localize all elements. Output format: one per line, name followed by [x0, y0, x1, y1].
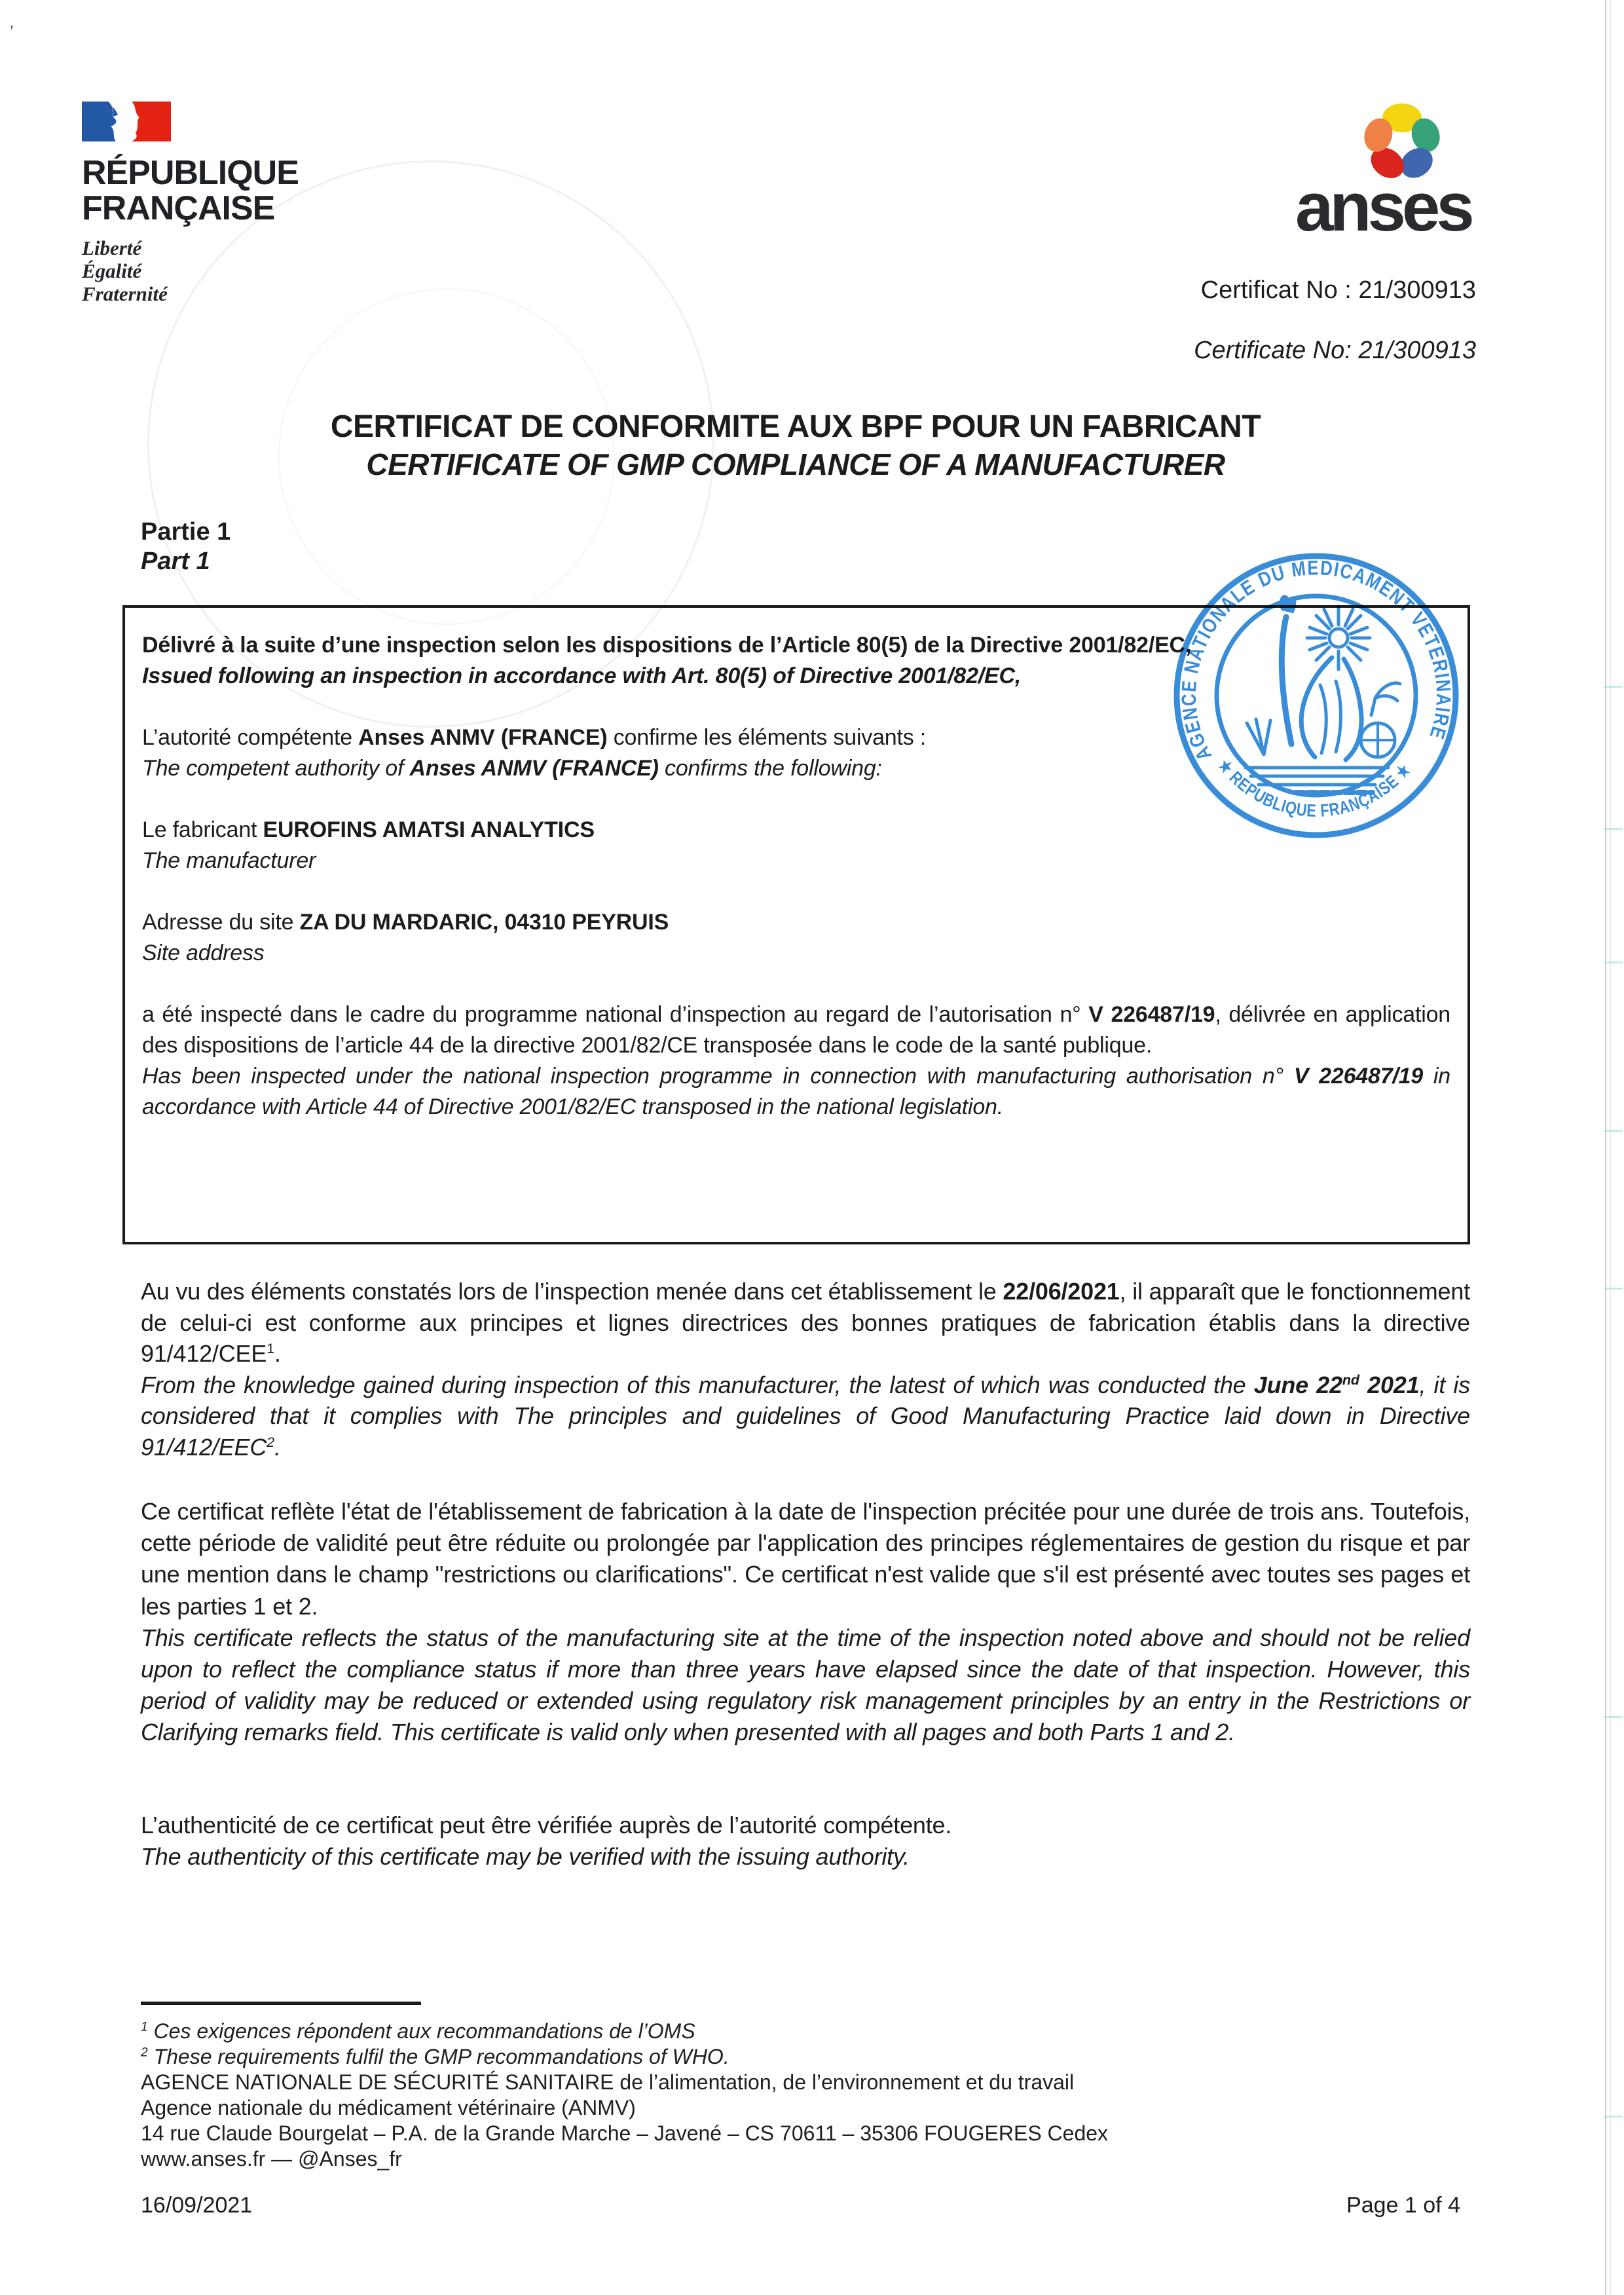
- inspected-text-fr-1: a été inspecté dans le cadre du programme national d’inspection au regard de l’autorisation n°: [142, 1002, 1089, 1027]
- findings-fr: [141, 1276, 1470, 1370]
- footer-page-number: Page 1 of 4: [1346, 2193, 1460, 2218]
- scan-tick: [1604, 2116, 1623, 2118]
- anmv-stamp: [1167, 546, 1466, 845]
- agency-web-line: www.anses.fr — @Anses_fr: [141, 2147, 402, 2171]
- republique-francaise-logo: [82, 102, 299, 305]
- inspected-text-fr-2: , délivrée en application des dispositions de l’article 44 de la directive 2001/82/CE transposée dans le code de la santé publique.: [142, 1002, 1450, 1058]
- footnotes-block: [141, 2019, 1470, 2172]
- footnote-2-text: These requirements fulfil the GMP recommandations of WHO.: [147, 2045, 729, 2068]
- authority-text-fr: L’autorité compétente: [142, 725, 359, 750]
- findings-en-text-3: .: [274, 1433, 281, 1461]
- box-address-line: [142, 907, 1450, 938]
- authenticity-en: The authenticity of this certificate may be verified with the issuing authority.: [141, 1843, 910, 1870]
- inspection-date-fr: 22/06/2021: [1003, 1278, 1120, 1305]
- authority-text-en-2: confirms the following:: [658, 756, 882, 781]
- inspection-date-en-year: 2021: [1359, 1371, 1420, 1398]
- findings-en-text-1: From the knowledge gained during inspection of this manufacturer, the latest of which was conducted the: [141, 1371, 1254, 1398]
- certificat-no-fr: Certificat No : 21/300913: [1200, 276, 1476, 304]
- agency-name-line: AGENCE NATIONALE DE SÉCURITÉ SANITAIRE de l’alimentation, de l’environnement et du travail: [141, 2070, 1075, 2094]
- certificate-no-en: Certificate No: 21/300913: [1194, 337, 1476, 364]
- authority-text-fr-2: confirme les éléments suivants :: [607, 725, 927, 750]
- authenticity-fr: L’authenticité de ce certificat peut être vérifiée auprès de l’autorité compétente.: [141, 1812, 952, 1838]
- box-inspected-paragraph-en: [142, 1061, 1450, 1123]
- findings-fr-text-2: , il apparaît que le fonctionnement de celui-ci est conforme aux principes et lignes directrices des bonnes pratiques de fabrication établis dans la directive 91/412/CEE: [141, 1278, 1470, 1367]
- scan-speck: ,: [9, 11, 18, 32]
- address-label-fr: Adresse du site: [142, 910, 300, 935]
- french-flag-icon: [82, 102, 171, 142]
- manufacturer-label-fr: Le fabricant: [142, 817, 263, 842]
- scan-tick: [1604, 1288, 1623, 1290]
- stamp-marianne-emblem: [1246, 597, 1400, 793]
- box-address-label-en: Site address: [142, 941, 265, 965]
- rf-motto: [82, 236, 299, 305]
- footnote-1-text: Ces exigences répondent aux recommandations de l’OMS: [147, 2019, 695, 2043]
- scan-tick: [1604, 1716, 1623, 1718]
- findings-en-text-2: , it is considered that it complies with The principles and guidelines of Good Manufacturing Practice laid down in Directive 91/412/EEC: [141, 1371, 1471, 1461]
- inspected-text-en-2: in accordance with Article 44 of Directive 2001/82/EC transposed in the national legislation.: [142, 1064, 1450, 1119]
- stamp-bottom-text: ★ REPUBLIQUE FRANÇAISE ★: [1213, 755, 1417, 821]
- footnote-ref-2: 2: [267, 1433, 274, 1450]
- validity-en: This certificate reflects the status of the manufacturing site at the time of the inspection noted above and should not be relied upon to reflect the compliance status if more than three years have elapsed since the date of that inspection. However, this period of validity may be reduced or extended using regulatory risk management principles by an entry in the Restrictions or Clarifying remarks field. This certificate is valid only when presented with all pages and both Parts 1 and 2.: [141, 1624, 1470, 1746]
- scan-tick: [1604, 1130, 1623, 1132]
- authority-text-en: The competent authority of: [142, 756, 410, 781]
- footnote-1: [141, 2019, 1470, 2044]
- part-heading-en: Part 1: [141, 548, 210, 575]
- inspected-authorisation-number-fr: V 226487/19: [1088, 1002, 1215, 1027]
- rf-motto-egalite: Égalité: [82, 259, 142, 282]
- footnote-2: [141, 2044, 1470, 2070]
- rf-motto-liberte: Liberté: [82, 236, 142, 259]
- findings-paragraph: [141, 1276, 1470, 1463]
- box-issued-line-en: Issued following an inspection in accordance with Art. 80(5) of Directive 2001/82/EC,: [142, 663, 1022, 688]
- stamp-top-text: AGENCE NATIONALE DU MEDICAMENT VETERINAIRE: [1177, 556, 1456, 765]
- footnote-ref-1: 1: [267, 1340, 274, 1356]
- authenticity-paragraph: [141, 1810, 1470, 1873]
- footer-date: 16/09/2021: [141, 2193, 253, 2218]
- findings-fr-text-3: .: [274, 1340, 281, 1367]
- inspected-authorisation-number-en: V 226487/19: [1293, 1064, 1424, 1089]
- box-issued-line-fr: Délivré à la suite d’une inspection selon les dispositions de l’Article 80(5) de la Directive 2001/82/EC,: [142, 633, 1192, 658]
- rf-name-line1: RÉPUBLIQUE: [82, 154, 299, 192]
- scan-tick: [1604, 828, 1623, 830]
- scan-tick: [1604, 686, 1623, 688]
- document-title-en: CERTIFICATE OF GMP COMPLIANCE OF A MANUFACTURER: [366, 447, 1225, 481]
- validity-fr: Ce certificat reflète l'état de l'établissement de fabrication à la date de l'inspection précitée pour une durée de trois ans. Toutefois, cette période de validité peut être réduite ou prolongée par l'application des principes réglementaires de gestion du risque et par une mention dans le champ "restrictions ou clarifications". Ce certificat n'est valide que s'il est présenté avec toutes ses pages et les parties 1 et 2.: [141, 1498, 1470, 1620]
- inspection-date-en: June 22: [1253, 1371, 1342, 1398]
- inspected-text-en-1: Has been inspected under the national inspection programme in connection with manufacturing authorisation n°: [142, 1064, 1294, 1089]
- findings-fr-text-1: Au vu des éléments constatés lors de l’inspection menée dans cet établissement le: [141, 1278, 1003, 1305]
- scan-tick: [1604, 961, 1623, 963]
- authority-name-fr: Anses ANMV (FRANCE): [358, 725, 608, 750]
- findings-en: [141, 1370, 1470, 1463]
- manufacturer-name: EUROFINS AMATSI ANALYTICS: [263, 817, 595, 842]
- box-inspected-paragraph-fr: [142, 999, 1450, 1061]
- address-value: ZA DU MARDARIC, 04310 PEYRUIS: [299, 910, 669, 935]
- inspection-date-ordinal: nd: [1342, 1371, 1359, 1388]
- authority-name-en: Anses ANMV (FRANCE): [409, 756, 659, 781]
- part-heading-fr: Partie 1: [141, 518, 231, 546]
- rf-name-line2: FRANÇAISE: [82, 189, 275, 227]
- footnote-1-marker: 1: [141, 2020, 148, 2034]
- agency-address-line: 14 rue Claude Bourgelat – P.A. de la Grande Marche – Javené – CS 70611 – 35306 FOUGERES Cedex: [141, 2121, 1109, 2145]
- footnote-rule: [141, 2002, 421, 2005]
- scan-artifact-line: [1610, 0, 1611, 2295]
- scan-artifact-line: [1605, 0, 1606, 2295]
- footnote-2-marker: 2: [141, 2045, 148, 2060]
- rf-motto-fraternite: Fraternité: [82, 282, 168, 305]
- anses-wordmark: anses: [1295, 169, 1471, 246]
- validity-paragraph: [141, 1496, 1470, 1749]
- anmv-name-line: Agence nationale du médicament vétérinaire (ANMV): [141, 2096, 636, 2119]
- document-title-fr: CERTIFICAT DE CONFORMITE AUX BPF POUR UN FABRICANT: [330, 409, 1261, 444]
- box-manufacturer-label-en: The manufacturer: [142, 848, 316, 873]
- rf-name: [82, 155, 299, 226]
- part-heading: [141, 517, 231, 576]
